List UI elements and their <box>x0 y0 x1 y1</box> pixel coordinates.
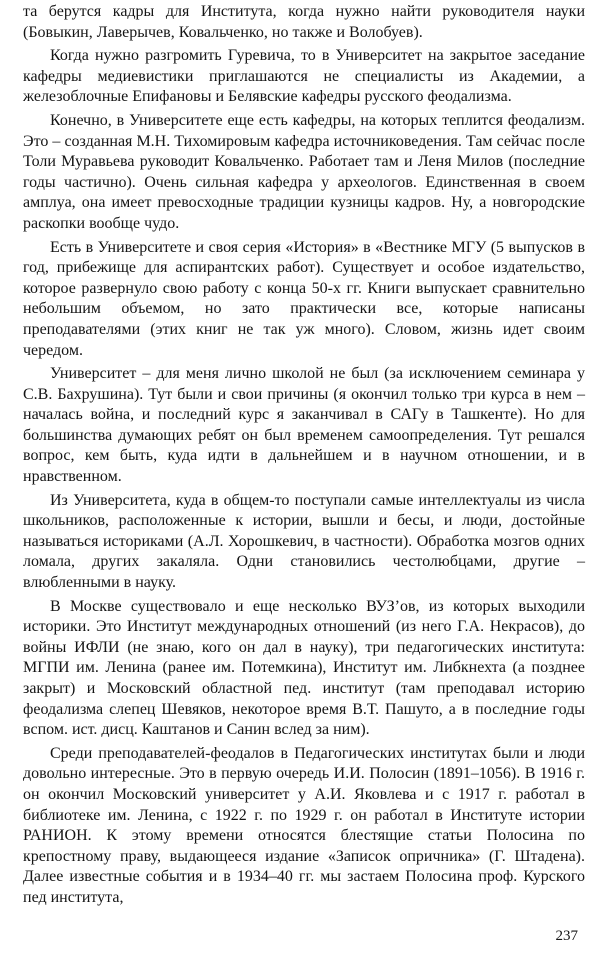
paragraph-3: Конечно, в Университете еще есть кафедры, на которых теплится феодализм. Это – созданная М.Н. Тихомировым кафедра источниковедения. Там сейчас после Толи Муравьева руководит Ковальченко. Работает там и Леня Милов (последние годы частично). Очень сильная кафедра у археологов. Единственная в своем амплуа, она имеет превосходные традиции кузницы кадров. Ну, а новгородские раскопки вообще чудо. <box>23 111 585 232</box>
paragraph-6: Из Университета, куда в общем-то поступали самые интеллектуалы из числа школьников, расположенные к истории, вышли и бесы, и люди, достойные называться историками (А.Л. Хорошкевич, в частности). Обработка мозгов одних ломала, других закаляла. Одни становились честолюбцами, другие – влюбленными в науку. <box>23 491 585 592</box>
paragraph-8: Среди преподавателей-феодалов в Педагогических институтах были и люди довольно интересные. Это в первую очередь И.И. Полосин (1891–1056). В 1916 г. он окончил Московский университет у А.И. Яковлева и с 1917 г. работал в библиотеке им. Ленина, с 1922 г. по 1929 г. он работал в Институте истории РАНИОН. К этому времени относятся блестящие статьи Полосина по крепостному праву, выдающееся издание «Записок опричника» (Г. Штадена). Далее известные события и в 1934–40 гг. мы застаем Полосина проф. Курского пед института, <box>23 744 585 906</box>
paragraph-4: Есть в Университете и своя серия «История» в «Вестнике МГУ (5 выпусков в год, прибежище для аспирантских работ). Существует и особое издательство, которое развернуло свою работу с конца 50-х гг. Книги выпускает сравнительно небольшим объемом, но зато практически все, которые написаны преподавателями (этих книг не так уж много). Словом, жизнь идет своим чередом. <box>23 238 585 359</box>
paragraph-7: В Москве существовало и еще несколько ВУЗ’ов, из которых выходили историки. Это Институт международных отношений (из него Г.А. Некрасов), до войны ИФЛИ (не знаю, кого он дал в науку), три педагогических института: МГПИ им. Ленина (ранее им. Потемкина), Институт им. Либкнехта (а позднее закрыт) и Московский областной пед. институт (там преподавал историю феодализма слепец Шевяков, некоторое время В.Т. Пашуто, а в последние годы вспом. ист. дисц. Каштанов и Санин вслед за ним). <box>23 597 585 739</box>
paragraph-1: та берутся кадры для Института, когда нужно найти руководителя науки (Бовыкин, Лаверычев, Ковальченко, но также и Волобуев). <box>23 3 585 41</box>
page-number: 237 <box>555 928 578 944</box>
page-body <box>23 2 585 912</box>
paragraph-2: Когда нужно разгромить Гуревича, то в Университет на закрытое заседание кафедры медиевистики приглашаются не специалисты из Академии, а железоблочные Епифановы и Белявские кафедры русского феодализма. <box>23 47 585 106</box>
paragraph-5: Университет – для меня лично школой не был (за исключением семинара у С.В. Бахрушина). Тут были и свои причины (я окончил только три курса в нем – началась война, и последний курс я заканчивал в САГу в Ташкенте). Но для большинства думающих ребят он был временем самоопределения. Тут решался вопрос, кем быть, куда идти в дальнейшем и в научном отношении, и в нравственном. <box>23 365 585 486</box>
